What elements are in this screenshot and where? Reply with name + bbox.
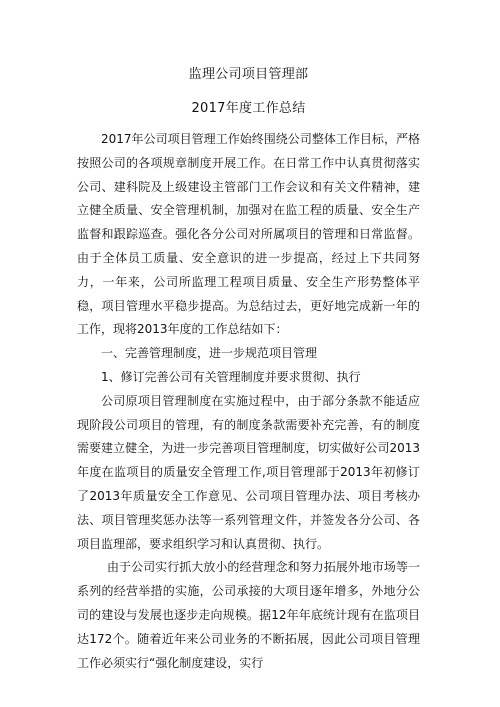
document-body [77,128,420,675]
body-paragraph: 公司原项目管理制度在实施过程中，由于部分条款不能适应现阶段公司项目的管理，有的制度条款需要补充完善，有的制度需要建立健全，为进一步完善项目管理制度，切实做好公司2013年度在监项目的质量安全管理工作,项目管理部于2013年初修订了2013年质量安全工作意见、公司项目管理办法、项目考核办法、项目管理奖惩办法等一系列管理文件，并签发各分公司、各项目监理部，要求组织学习和认真贯彻、执行。 [77,393,420,551]
intro-paragraph: 2017年公司项目管理工作始终围绕公司整体工作目标，严格按照公司的各项规章制度开展工作。在日常工作中认真贯彻落实公司、建科院及上级建设主管部门工作会议和有关文件精神，建立健全质量、安全管理机制，加强对在监工程的质量、安全生产监督和跟踪巡查。强化各分公司对所属项目的管理和日常监督。由于全体员工质量、安全意识的进一步提高，经过上下共同努力，一年来，公司所监理工程项目质量、安全生产形势整体平稳，项目管理水平稳步提高。为总结过去，更好地完成新一年的工作，现将2013年度的工作总结如下： [77,132,420,337]
document-subtitle: 2017年度工作总结 [191,101,306,116]
section-heading: 一、完善管理制度，进一步规范项目管理 [101,346,318,361]
subsection-heading: 1、修订完善公司有关管理制度并要求贯彻、执行 [101,369,361,384]
body-paragraph: 由于公司实行抓大放小的经营理念和努力拓展外地市场等一系列的经营举措的实施，公司承接的大项目逐年增多，外地分公司的建设与发展也逐步走向规模。据12年年底统计现有在监项目达172个。随着近年来公司业务的不断拓展，因此公司项目管理工作必须实行“强化制度建设，实行 [77,560,420,670]
document-title: 监理公司项目管理部 [188,67,309,82]
